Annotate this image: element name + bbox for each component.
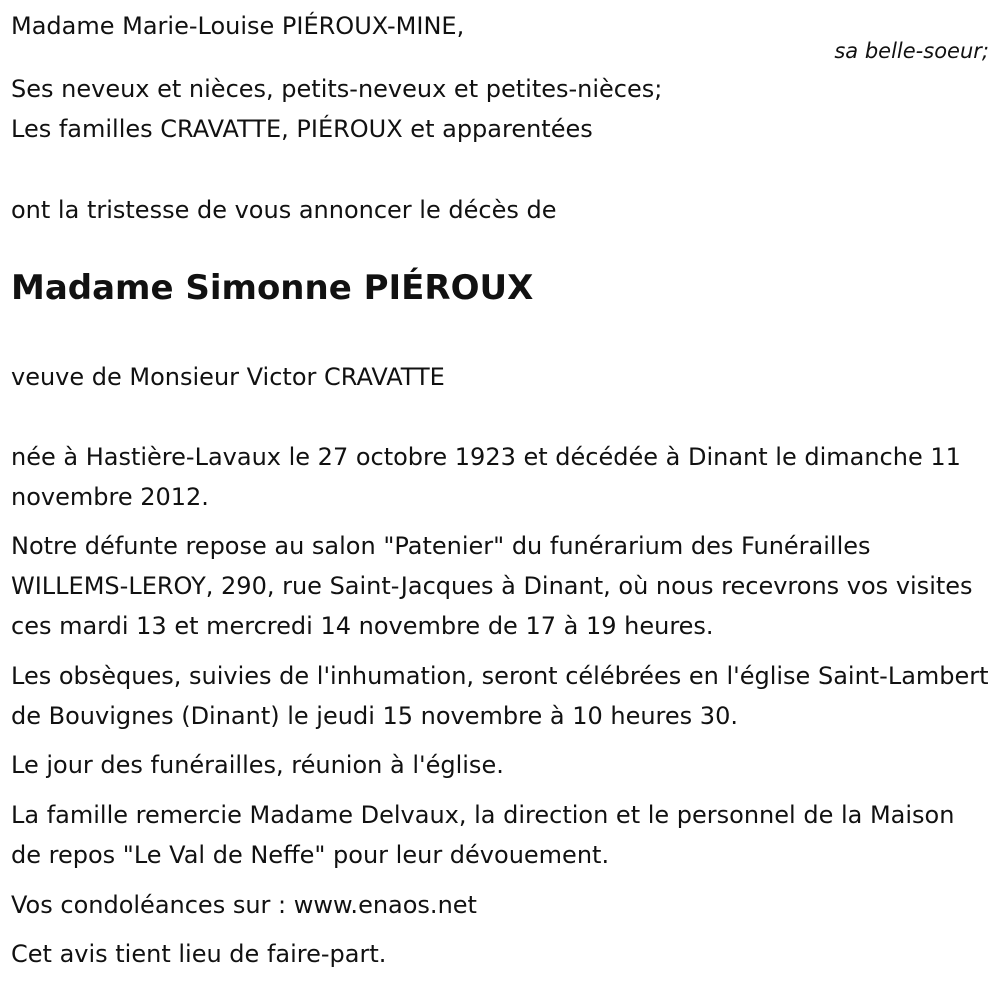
families-line: Les familles CRAVATTE, PIÉROUX et apparentées: [11, 115, 593, 143]
thanks-paragraph: La famille remercie Madame Delvaux, la direction et le personnel de la Maison de repos "Le Val de Neffe" pour leur dévouement.: [11, 801, 955, 869]
birth-death-paragraph: née à Hastière-Lavaux le 27 octobre 1923 et décédée à Dinant le dimanche 11 novembre 2012.: [11, 443, 961, 511]
widow-of-line: veuve de Monsieur Victor CRAVATTE: [11, 363, 445, 391]
intro-line: ont la tristesse de vous annoncer le décès de: [11, 196, 557, 224]
notice-line: Cet avis tient lieu de faire-part.: [11, 940, 387, 968]
obituary-notice: [11, 0, 989, 989]
sister-in-law-name: Madame Marie-Louise PIÉROUX-MINE,: [11, 12, 465, 40]
condolences-line: Vos condoléances sur : www.enaos.net: [11, 891, 477, 919]
funeral-paragraph: Les obsèques, suivies de l'inhumation, seront célébrées en l'église Saint-Lambert de Bouvignes (Dinant) le jeudi 15 novembre à 10 heures 30.: [11, 662, 989, 730]
deceased-name: Madame Simonne PIÉROUX: [11, 268, 534, 308]
sister-in-law-relation: sa belle-soeur;: [834, 39, 989, 63]
meeting-paragraph: Le jour des funérailles, réunion à l'église.: [11, 751, 504, 779]
repose-paragraph: Notre défunte repose au salon "Patenier" du funérarium des Funérailles WILLEMS-LEROY, 290, rue Saint-Jacques à Dinant, où nous recevrons vos visites ces mardi 13 et mercredi 14 novembre de 17 à 19 heures.: [11, 532, 973, 640]
nephews-line: Ses neveux et nièces, petits-neveux et petites-nièces;: [11, 75, 663, 103]
